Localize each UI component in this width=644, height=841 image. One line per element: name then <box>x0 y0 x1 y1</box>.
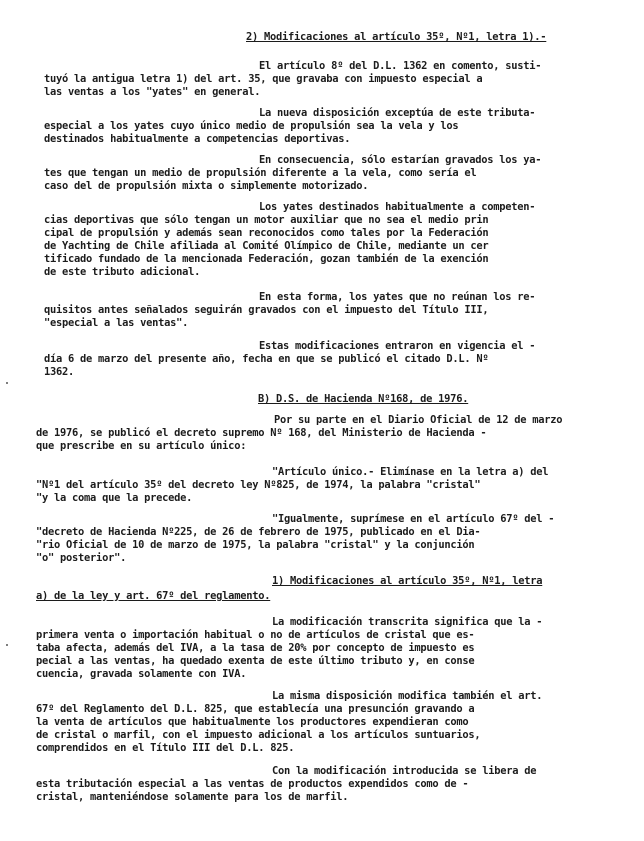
text-line: cuencia, gravada solamente con IVA. <box>36 668 247 680</box>
text-line: caso del de propulsión mixta o simplemente motorizado. <box>44 180 369 192</box>
scan-speck <box>6 644 8 646</box>
text-line: destinados habitualmente a competencias deportivas. <box>44 133 351 145</box>
text-line: de Yachting de Chile afiliada al Comité Olímpico de Chile, mediante un cer <box>44 240 489 252</box>
text-line: que prescribe en su artículo único: <box>36 440 247 452</box>
text-line: especial a los yates cuyo único medio de propulsión sea la vela y los <box>44 120 459 132</box>
text-line: Los yates destinados habitualmente a competen- <box>259 201 536 213</box>
text-line: "y la coma que la precede. <box>36 492 193 504</box>
text-line: "especial a las ventas". <box>44 317 189 329</box>
text-line: de 1976, se publicó el decreto supremo Nº 168, del Ministerio de Hacienda - <box>36 427 487 439</box>
text-line: primera venta o importación habitual o no de artículos de cristal que es- <box>36 629 475 641</box>
text-line: El artículo 8º del D.L. 1362 en comento, susti- <box>259 60 542 72</box>
text-line: En consecuencia, sólo estarían gravados los ya- <box>259 154 542 166</box>
text-line: las ventas a los "yates" en general. <box>44 86 261 98</box>
text-line: "rio Oficial de 10 de marzo de 1975, la palabra "cristal" y la conjunción <box>36 539 475 551</box>
text-line: de este tributo adicional. <box>44 266 201 278</box>
text-line: taba afecta, además del IVA, a la tasa de 20% por concepto de impuesto es <box>36 642 475 654</box>
text-line: 67º del Reglamento del D.L. 825, que establecía una presunción gravando a <box>36 703 475 715</box>
section-heading: a) de la ley y art. 67º del reglamento. <box>36 590 271 602</box>
text-line: tificado fundado de la mencionada Federación, gozan también de la exención <box>44 253 489 265</box>
text-line: La nueva disposición exceptúa de este tributa- <box>259 107 536 119</box>
text-line: de cristal o marfil, con el impuesto adicional a los artículos suntuarios, <box>36 729 481 741</box>
text-line: La misma disposición modifica también el art. <box>272 690 543 702</box>
text-line: 1362. <box>44 366 75 378</box>
text-line: día 6 de marzo del presente año, fecha en que se publicó el citado D.L. Nº <box>44 353 489 365</box>
text-line: pecial a las ventas, ha quedado exenta de este último tributo y, en conse <box>36 655 475 667</box>
text-line: la venta de artículos que habitualmente los productores expendieran como <box>36 716 469 728</box>
section-heading: 1) Modificaciones al artículo 35º, Nº1, letra <box>272 575 543 587</box>
text-line: La modificación transcrita significa que la - <box>272 616 543 628</box>
scan-speck <box>6 382 8 384</box>
section-heading: B) D.S. de Hacienda Nº168, de 1976. <box>258 393 469 405</box>
text-line: esta tributación especial a las ventas de productos expendidos como de - <box>36 778 469 790</box>
text-line: comprendidos en el Título III del D.L. 825. <box>36 742 295 754</box>
text-line: cristal, manteniéndose solamente para los de marfil. <box>36 791 349 803</box>
text-line: "o" posterior". <box>36 552 127 564</box>
text-line: Por su parte en el Diario Oficial de 12 de marzo <box>274 414 563 426</box>
text-line: "Nº1 del artículo 35º del decreto ley Nº825, de 1974, la palabra "cristal" <box>36 479 481 491</box>
text-line: "Artículo único.- Elimínase en la letra a) del <box>272 466 549 478</box>
text-line: En esta forma, los yates que no reúnan los re- <box>259 291 536 303</box>
text-line: quisitos antes señalados seguirán gravados con el impuesto del Título III, <box>44 304 489 316</box>
text-line: tuyó la antigua letra 1) del art. 35, que gravaba con impuesto especial a <box>44 73 483 85</box>
text-line: cipal de propulsión y además sean reconocidos como tales por la Federación <box>44 227 489 239</box>
text-line: Con la modificación introducida se libera de <box>272 765 537 777</box>
text-line: "decreto de Hacienda Nº225, de 26 de febrero de 1975, publicado en el Dia- <box>36 526 481 538</box>
section-heading: 2) Modificaciones al artículo 35º, Nº1, letra 1).- <box>246 31 547 43</box>
text-line: tes que tengan un medio de propulsión diferente a la vela, como sería el <box>44 167 477 179</box>
text-line: cias deportivas que sólo tengan un motor auxiliar que no sea el medio prin <box>44 214 489 226</box>
text-line: Estas modificaciones entraron en vigencia el - <box>259 340 536 352</box>
text-line: "Igualmente, suprímese en el artículo 67º del - <box>272 513 555 525</box>
